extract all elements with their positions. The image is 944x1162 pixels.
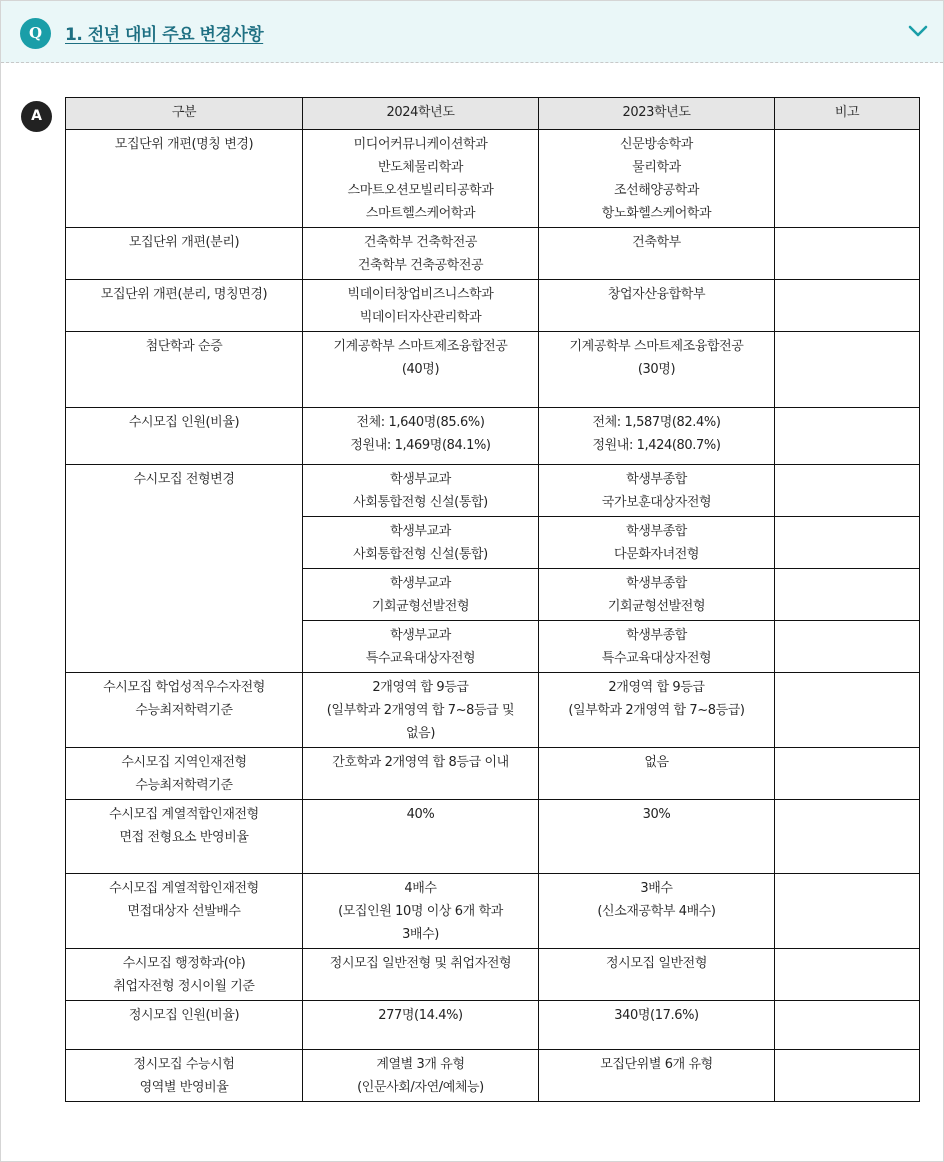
cell-note	[775, 332, 920, 408]
category-cell	[66, 280, 303, 332]
cell-text: 2개영역 합 9등급	[608, 680, 705, 695]
cell-text: 계열별 3개 유형	[376, 1057, 465, 1072]
category-cell	[66, 228, 303, 280]
cell-text: 면접대상자 선발배수	[127, 904, 241, 919]
cell-text: 학생부교과	[390, 472, 451, 487]
cell-text: 다문화자녀전형	[613, 547, 700, 562]
cell-note	[775, 949, 920, 1001]
cell-text: 277명(14.4%)	[378, 1008, 463, 1023]
cell-note	[775, 228, 920, 280]
cell-2023	[539, 748, 775, 800]
cell-note	[775, 800, 920, 874]
cell-note	[775, 874, 920, 949]
cell-note	[775, 748, 920, 800]
cell-text: 수능최저학력기준	[135, 778, 233, 793]
cell-2023	[539, 621, 775, 673]
table-row	[66, 408, 920, 465]
cell-text: 기계공학부 스마트제조융합전공	[569, 339, 744, 354]
cell-text: (모집인원 10명 이상 6개 학과	[338, 904, 503, 919]
cell-text: 건축학부 건축학전공	[363, 235, 478, 250]
category-cell	[66, 1001, 303, 1050]
cell-note	[775, 408, 920, 465]
question-header-toggle[interactable]	[1, 1, 943, 63]
table-row	[66, 949, 920, 1001]
cell-text: 수시모집 인원(비율)	[128, 415, 240, 430]
cell-text: 영역별 반영비율	[139, 1080, 229, 1095]
cell-text: 340명(17.6%)	[614, 1008, 699, 1023]
cell-text: 수시모집 계열적합인재전형	[109, 881, 259, 896]
cell-text: 창업자산융합학부	[607, 287, 706, 302]
cell-text: 학생부교과	[390, 576, 451, 591]
cell-text: 취업자전형 정시이월 기준	[113, 979, 255, 994]
cell-text: 기회균형선발전형	[371, 599, 470, 614]
table-row	[66, 130, 920, 228]
header-2024: 2024학년도	[303, 98, 539, 130]
cell-2023	[539, 1001, 775, 1050]
cell-text: 전체: 1,640명(85.6%)	[356, 415, 485, 430]
cell-text: 학생부종합	[626, 472, 687, 487]
cell-text: 수시모집 지역인재전형	[121, 755, 247, 770]
cell-text: 스마트헬스케어학과	[365, 206, 476, 221]
category-cell	[66, 130, 303, 228]
cell-text: 반도체물리학과	[377, 160, 464, 175]
cell-text: 정시모집 일반전형	[606, 956, 707, 971]
cell-text: 모집단위 개편(명칭 변경)	[114, 137, 254, 152]
cell-note	[775, 1001, 920, 1050]
table-row	[66, 332, 920, 408]
question-title-link[interactable]: 1. 전년 대비 주요 변경사항	[65, 25, 264, 45]
cell-2024	[303, 228, 539, 280]
cell-text: 정시모집 수능시험	[133, 1057, 235, 1072]
header-2023: 2023학년도	[539, 98, 775, 130]
chevron-down-icon[interactable]	[907, 23, 929, 39]
cell-2024	[303, 800, 539, 874]
table-row	[66, 874, 920, 949]
cell-2023	[539, 569, 775, 621]
cell-text: 사회통합전형 신설(통합)	[353, 547, 488, 562]
cell-note	[775, 621, 920, 673]
cell-note	[775, 130, 920, 228]
question-badge: Q	[20, 18, 51, 49]
cell-text: 수시모집 학업성적우수자전형	[103, 680, 265, 695]
cell-text: 학생부종합	[626, 524, 687, 539]
cell-text: 사회통합전형 신설(통합)	[353, 495, 488, 510]
cell-text: 정원내: 1,469명(84.1%)	[350, 438, 491, 453]
table-row	[66, 1050, 920, 1102]
cell-2024	[303, 1001, 539, 1050]
cell-text: (신소재공학부 4배수)	[597, 904, 716, 919]
cell-2023	[539, 874, 775, 949]
cell-text: 4배수	[404, 881, 437, 896]
header-category: 구분	[66, 98, 303, 130]
cell-text: 3배수)	[402, 927, 439, 942]
cell-text: 국가보훈대상자전형	[601, 495, 712, 510]
cell-2023	[539, 673, 775, 748]
cell-note	[775, 517, 920, 569]
cell-text: 간호학과 2개영역 합 8등급 이내	[332, 755, 509, 770]
cell-text: 조선해양공학과	[613, 183, 700, 198]
cell-text: 첨단학과 순증	[145, 339, 223, 354]
cell-text: (30명)	[637, 362, 676, 377]
cell-note	[775, 280, 920, 332]
table-row	[66, 748, 920, 800]
header-note: 비고	[775, 98, 920, 130]
cell-2023	[539, 228, 775, 280]
cell-2024	[303, 673, 539, 748]
cell-text: 40%	[406, 807, 435, 822]
cell-2024	[303, 748, 539, 800]
cell-note	[775, 673, 920, 748]
cell-2024	[303, 1050, 539, 1102]
cell-text: 건축학부	[632, 235, 681, 250]
cell-text: 학생부종합	[626, 576, 687, 591]
category-cell	[66, 673, 303, 748]
cell-text: 없음	[644, 755, 669, 770]
cell-text: (40명)	[401, 362, 440, 377]
cell-text: (일부학과 2개영역 합 7~8등급)	[568, 703, 745, 718]
cell-text: 스마트오션모빌리티공학과	[347, 183, 494, 198]
category-cell	[66, 800, 303, 874]
cell-text: 학생부교과	[390, 628, 451, 643]
cell-text: 기회균형선발전형	[607, 599, 706, 614]
cell-2023	[539, 517, 775, 569]
cell-text: 전체: 1,587명(82.4%)	[592, 415, 721, 430]
table-header-row	[66, 98, 920, 130]
table-row	[66, 465, 920, 517]
cell-text: 모집단위 개편(분리, 명칭면경)	[100, 287, 268, 302]
cell-2023	[539, 800, 775, 874]
cell-text: (일부학과 2개영역 합 7~8등급 및	[326, 703, 515, 718]
cell-text: 수능최저학력기준	[135, 703, 233, 718]
table-row	[66, 280, 920, 332]
cell-text: 모집단위 개편(분리)	[128, 235, 240, 250]
cell-note	[775, 465, 920, 517]
cell-text: 특수교육대상자전형	[365, 651, 476, 666]
cell-note	[775, 569, 920, 621]
cell-2024	[303, 569, 539, 621]
changes-table	[65, 97, 920, 1102]
cell-2024	[303, 621, 539, 673]
cell-text: 빅데이터창업비즈니스학과	[347, 287, 494, 302]
cell-note	[775, 1050, 920, 1102]
cell-2024	[303, 280, 539, 332]
cell-text: 빅데이터자산관리학과	[359, 310, 482, 325]
cell-text: 학생부종합	[626, 628, 687, 643]
cell-text: 30%	[642, 807, 671, 822]
cell-2024	[303, 949, 539, 1001]
cell-2023	[539, 1050, 775, 1102]
category-cell	[66, 949, 303, 1001]
table-row	[66, 800, 920, 874]
category-cell	[66, 874, 303, 949]
cell-text: 신문방송학과	[620, 137, 693, 152]
cell-text: 면접 전형요소 반영비율	[119, 830, 249, 845]
cell-text: 3배수	[640, 881, 673, 896]
cell-text: 2개영역 합 9등급	[372, 680, 469, 695]
answer-badge: A	[21, 101, 52, 132]
cell-text: 정시모집 인원(비율)	[128, 1008, 240, 1023]
cell-2023	[539, 465, 775, 517]
cell-2024	[303, 465, 539, 517]
cell-text: 물리학과	[632, 160, 681, 175]
cell-2023	[539, 949, 775, 1001]
cell-2024	[303, 332, 539, 408]
cell-text: 수시모집 전형변경	[133, 472, 235, 487]
cell-text: 건축학부 건축공학전공	[357, 258, 484, 273]
cell-2024	[303, 408, 539, 465]
category-cell	[66, 1050, 303, 1102]
category-cell	[66, 465, 303, 673]
cell-text: 정시모집 일반전형 및 취업자전형	[329, 956, 512, 971]
category-cell	[66, 332, 303, 408]
cell-text: 정원내: 1,424(80.7%)	[592, 438, 721, 453]
cell-2024	[303, 874, 539, 949]
cell-text: 미디어커뮤니케이션학과	[353, 137, 488, 152]
cell-text: 수시모집 행정학과(야)	[122, 956, 246, 971]
cell-text: 항노화헬스케어학과	[601, 206, 712, 221]
cell-text: 모집단위별 6개 유형	[600, 1057, 713, 1072]
cell-2024	[303, 517, 539, 569]
cell-text: 수시모집 계열적합인재전형	[109, 807, 259, 822]
cell-2023	[539, 130, 775, 228]
cell-text: (인문사회/자연/예체능)	[357, 1080, 484, 1095]
category-cell	[66, 748, 303, 800]
category-cell	[66, 408, 303, 465]
cell-2024	[303, 130, 539, 228]
cell-2023	[539, 408, 775, 465]
cell-2023	[539, 280, 775, 332]
cell-text: 기계공학부 스마트제조융합전공	[333, 339, 508, 354]
table-row	[66, 1001, 920, 1050]
cell-2023	[539, 332, 775, 408]
cell-text: 특수교육대상자전형	[601, 651, 712, 666]
table-row	[66, 673, 920, 748]
table-row	[66, 228, 920, 280]
cell-text: 학생부교과	[390, 524, 451, 539]
cell-text: 없음)	[406, 726, 435, 741]
